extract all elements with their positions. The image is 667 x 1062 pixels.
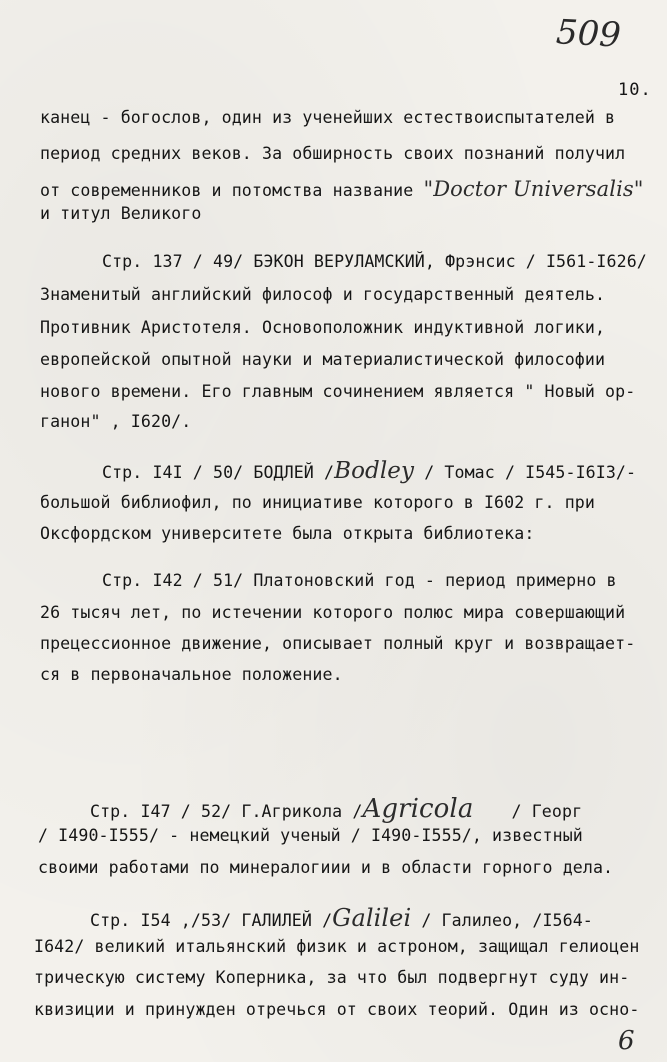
text-line: и титул Великого [40,204,202,223]
handwritten-insert: "Doctor Universalis" [423,177,644,201]
entry-heading [90,794,582,824]
text-line: / I490-I555/ - немецкий ученый / I490-I555/, известный [38,826,583,845]
text-line: канец - богослов, один из ученейших естествоиспытателей в [40,108,616,127]
text-line: большой библиофил, по инициативе которого в I602 г. при [40,493,595,512]
entry-heading [102,458,636,484]
text-line: нового времени. Его главным сочинением является " Новый ор- [40,382,636,401]
handwritten-insert: Galilei [332,904,412,932]
text-line: ганон" , I620/. [40,412,192,431]
archive-number: 509 [554,12,622,56]
entry-heading [90,904,593,932]
text-segment: Стр. I4I / 50/ БОДЛЕЙ / [102,463,335,482]
text-line: европейской опытной науки и материалистической философии [40,350,606,369]
text-line: Противник Аристотеля. Основоположник индуктивной логики, [40,318,606,337]
text-line: период средних веков. За обширность своих познаний получил [40,144,626,163]
text-line: ся в первоначальное положение. [40,665,343,684]
text-line: трическую систему Коперника, за что был подвергнут суду ин- [34,968,630,987]
text-line: Оксфордском университете была открыта библиотека: [40,524,535,543]
text-segment: / Георг [511,802,583,821]
text-line: Знаменитый английский философ и государственный деятель. [40,285,606,304]
text-line: квизиции и принужден отречься от своих теорий. Один из осно- [34,1000,640,1019]
entry-heading: Стр. I42 / 51/ Платоновский год - период примерно в [102,571,617,590]
text-segment: Стр. I54 ,/53/ ГАЛИЛЕЙ / [90,911,333,930]
text-segment: от современников и потомства название [40,181,414,200]
page-number: 10. [618,80,652,100]
text-line [40,177,644,201]
text-segment: / Галилео, /I564- [421,911,593,930]
text-line: I642/ великий итальянский физик и астроном, защищал гелиоцен [34,937,640,956]
text-line: прецессионное движение, описывает полный круг и возвращает- [40,634,636,653]
handwritten-insert: Agricola [362,794,474,824]
text-line: 26 тысяч лет, по истечении которого полюс мира совершающий [40,603,626,622]
entry-heading: Стр. 137 / 49/ БЭКОН ВЕРУЛАМСКИЙ, Фрэнсис / I561-I626/ [102,252,647,271]
text-segment: Стр. I47 / 52/ Г.Агрикола / [90,802,363,821]
handwritten-insert: Bodley [334,458,415,484]
text-segment: / Томас / I545-I6I3/- [424,463,637,482]
footer-mark: 6 [618,1026,635,1056]
text-line: своими работами по минералогиии и в области горного дела. [38,858,614,877]
